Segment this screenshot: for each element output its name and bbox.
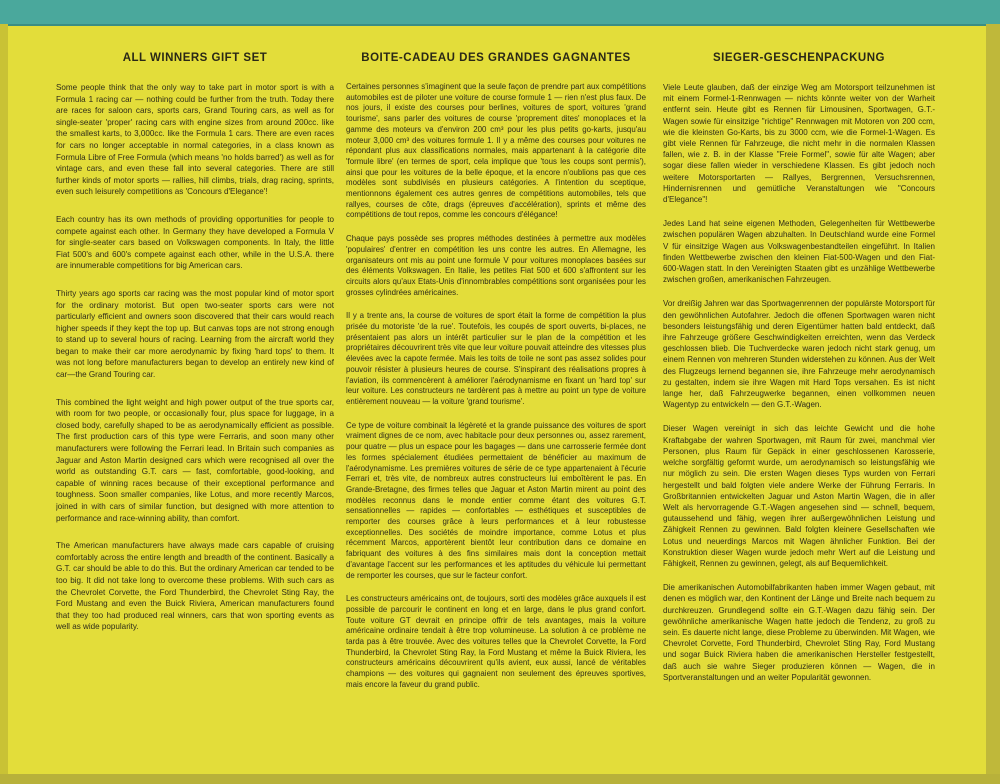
english-paragraph: Thirty years ago sports car racing was the most popular kind of motor sport for the ordinary motorist. But open two-seater sports cars were not particularly efficient and owners soon discovered that their cars would reach higher speeds if they kept the top up. But canvas tops are not strong enough to stand up to several hours of racing. Learning from the aircraft world they began to make their car more aerodynamic by fixing 'hard tops' to them. It was not long before manufacturers began to develop an entirely new kind of car—the Grand Touring car. xyxy=(56,288,334,380)
french-paragraph: Les constructeurs américains ont, de toujours, sorti des modèles grâce auxquels il est possible de parcourir le continent en long et en large, dans le plus grand confort. Toute voiture GT devrait en principe offrir de tels avantages, mais la voiture américaine ordinaire tendait à être trop volumineuse. La solution à ce problème ne tarda pas à être trouvée. Avec des voitures telles que la Chevrolet Corvette, la Ford Thunderbird, la Chevrolet Sting Ray, la Ford Mustang et même la Buick Riviera, les constructeurs américains découvrirent qu'ils avient, eux aussi, lancé de véritables champions — des voitures qui gagnaient non seulement des épreuves sportives, mais encore la faveur du grand public. xyxy=(346,594,646,689)
teal-top-edge xyxy=(0,0,1000,26)
german-paragraph: Dieser Wagen vereinigt in sich das leichte Gewicht und die hohe Kraftabgabe der wahren Sportwagen, mit Raum für zwei, manchmal vier Personen, plus Raum für Gepäck in einer geschlossenen Karosserie, welche sorgfältig geformt wurde, um aerodynamisch so leistungsfähig wie nur möglich zu sein. Die ersten Wagen dieses Typs wurden von Ferrari hergestellt und bald folgten viele andere Werke der Führung Ferraris. In Großbritannien entwickelten Jaguar und Aston Martin Wagen, die in aller Welt als hervorragende G.T.-Wagen angesehen sind — schnell, bequem, gutaussehend und fähig, wegen ihrer außergewöhnlichen Leistung und Zähigkeit Rennen zu gewinnen. Bald folgten kleinere Gesellschaften wie Lotus und neuerdings Marcos mit Wagen ähnlicher Funktion. Bei der Konstruktion dieser Wagen wurde jedoch mehr Wert auf die Leistung und Fähigkeit, Rennen zu gewinnen, gelegt, als auf Bequemlichkeit. xyxy=(663,424,935,568)
english-column xyxy=(56,52,334,770)
german-paragraph: Jedes Land hat seine eigenen Methoden, Gelegenheiten für Wettbewerbe zwischen populären Wagen abzuhalten. In Deutschland wurde eine Formel V für einsitzige Wagen aus Volkswagenbestandteilen eingeführt. In Italien finden Wettbewerbe zwischen den kleinen Fiat-500-Wagen und den Fiat-600-Wagen statt. In den Vereinigten Staaten gibt es unzählige Wettbewerbe zwischen großen, amerikanischen Fahrzeugen. xyxy=(663,219,935,285)
french-column xyxy=(346,52,646,770)
german-paragraph: Vor dreißig Jahren war das Sportwagenrennen der populärste Motorsport für den gewöhnlichen Autofahrer. Jedoch die offenen Sportwagen waren nicht besonders leistungsfähig und deren Eigentümer hatten bald entdeckt, daß ihre Fahrzeuge größere Geschwindigkeiten erreichten, wenn das Verdeck geschlossen blieb. Die Tuchverdecke waren jedoch nicht stark genug, um einem Rennen von mehreren Stunden widerstehen zu können. Aus der Welt des Flugzeugs lernend begannen sie, ihre Fahrzeuge mehr aerodynamisch zu gestalten, indem sie ihre Wagen mit Hard Tops versahen. Es ist nicht lange her, daß Fahrzeugwerke begannen, einen vollkommen neuen Wagentyp zu entwickeln — den G.T.-Wagen. xyxy=(663,299,935,410)
german-title: SIEGER-GESCHENPACKUNG xyxy=(713,52,885,64)
english-paragraph: This combined the light weight and high power output of the true sports car, with room for two people, or occasionally four, plus space for luggage, in a closed body, carefully shaped to be as aerodynamically efficient as possible. The first production cars of this type were Ferraris, and soon many other manufacturers were following the Ferrari lead. In Britain such companies as Jaguar and Aston Martin designed cars which were recognised all over the world as outstanding G.T. cars — fast, comfortable, good-looking, and capable of winning races because of their exceptional performance and toughness. Soon smaller companies, like Lotus, and more recently Marcos, joined in with cars of similar function, but designed with more attention to performance and race-winning ability, than comfort. xyxy=(56,397,334,523)
english-paragraph: Some people think that the only way to take part in motor sport is with a Formula 1 racing car — nothing could be further from the truth. Today there are races for saloon cars, sports cars, Grand Touring cars, as well as for single-seater 'proper' racing cars with engine sizes from around 200cc. like the smallest karts, to 3,000cc. like the Formula 1 cars. There are even races for cars no longer acceptable in normal categories, in a class known as Formula Libre of Free Formula (which means 'no holds barred') as well as for vintage cars, and even these fall into several categories. There are still further kinds of motor sports — rallies, hill climbs, trials, drag racing, sprints, even such leisurely competitions as 'Concours d'Elegance'! xyxy=(56,83,334,197)
left-edge xyxy=(0,24,8,784)
french-paragraph: Chaque pays possède ses propres méthodes destinées à permettre aux modèles 'populaires' d'entrer en compétition les uns contre les autres. En Allemagne, les organisateurs ont mis au point une formule V pour voitures monoplaces basées sur des éléments Volkswagen. En Italie, les petites Fiat 500 et 600 s'affrontent sur les circuits alors qu'aux Etats-Unis d'innombrables compétitions sont organisées pour les grosses cylindrées américaines. xyxy=(346,234,646,297)
french-paragraph: Certaines personnes s'imaginent que la seule façon de prendre part aux compétitions automobiles est de piloter une voiture de course formule 1 — rien n'est plus faux. De nos jours, il existe des courses pour berlines, voitures de sport, voitures 'grand tourisme', sans parler des voitures de course 'proprement dites' monoplaces et la gamme des moteurs va d'environ 200 cm³ pour les plus petits go-karts, jusqu'au moteur 3,000 cm³ des voitures formule 1. Il y a même des courses pour voitures ne répondant plus aux classifications normales, mais appartenant à la catégorie dite 'formule libre' (en termes de sport, cela implique que 'tous les coups sont permis'), ainsi que pour les voitures de la belle époque, et la encore n'oublions pas que ces modèles sont subdivisés en plusieurs catégories. A l'intention du sceptique, mentionnons également ces autres genres de compétitions automobiles, tels que rallyes, courses de côte, drags (épreuves d'accélération), sprints et même des compétitions de tout repos, comme les concours d'élégance! xyxy=(346,82,646,220)
english-paragraph: Each country has its own methods of providing opportunities for people to compete against each other. In Germany they have developed a Formula V for single-seater cars based on Volkswagen components. In Italy, the little Fiat 500's and 600's compete against each other, while in the U.S.A. there are innumerable competitions for big American cars. xyxy=(56,214,334,271)
german-paragraph: Die amerikanischen Automobilfabrikanten haben immer Wagen gebaut, mit denen es möglich war, den Kontinent der Länge und Breite nach bequem zu durchkreuzen. Grundlegend sollte ein G.T.-Wagen dazu fähig sein. Der gewöhnliche amerikanische Wagen hatte jedoch die Tendenz, zu groß zu sein. Es dauerte nicht lange, diese Probleme zu überwinden. Mit Wagen, wie Chevrolet Corvette, Ford Thunderbird, Chevrolet Sting Ray, Ford Mustang und sogar Buick Riviera haben die amerikanischen Hersteller festgestellt, daß auch sie wahre Sieger produzieren können — Wagen, die in Sportveranstaltungen und an weiter Popularität gewonnen. xyxy=(663,583,935,682)
german-paragraph: Viele Leute glauben, daß der einzige Weg am Motorsport teilzunehmen ist mit einem Formel-1-Rennwagen — nichts könnte weiter von der Warheit entfernt sein. Heute gibt es Rennen für Limousinen, Sportwagen, G.T.-Wagen sowie für einsitzige "richtige" Rennwagen mit Motoren von 200 ccm, wie die kleinsten Go-Karts, bis zu 3000 ccm, wie die Formel-1-Wagen. Es gibt viele Rennen für Fahrzeuge, die nicht mehr in die normalen Klassen fallen, wie z. B. in der Klasse "Freie Formel", sowie für alte Wagen; aber sogar diese fallen wieder in verschiedene Klassen. Es gibt jedoch noch weitere Motorsportarten — Rallyes, Bergrennen, Versuchsrennen, Hindernisrennen und gemütliche Veranstaltungen wie "Concours d'Elegance"! xyxy=(663,83,935,205)
english-paragraph: The American manufacturers have always made cars capable of cruising comfortably across the entire length and breadth of the continent. Basically a G.T. car should be able to do this. But the ordinary American car tended to be too big. It did not take long to overcome these problems. With such cars as the Chevrolet Corvette, the Ford Thunderbird, the Chevrolet Sting Ray, the Ford Mustang and even the Buick Riviera, American manufacturers found that they too had produced real winners, cars that won sporting events as well as wide popularity. xyxy=(56,541,334,632)
french-paragraph: Il y a trente ans, la course de voitures de sport était la forme de compétition la plus prisée du motoriste 'de la rue'. Toutefois, les coupés de sport ouverts, bi-places, ne présentaient pas alors un intérêt particulier sur le plan de la compétition et les propriétaires découvrirent très vite que leur voiture pouvait atteindre des vitesses plus élevées avec la capote fermée. Mais les toits de toile ne sont pas assez solides pour pouvoir résister à plusieurs heures de course. S'inspirant des réalisations propres à l'aviation, ils commencèrent à améliorer l'aérodynamisme en fixant un 'hard top' sur leur voiture. Les constructeurs ne tardèrent pas à mettre au point un type de voiture entièrement nouveau — la voiture 'grand tourisme'. xyxy=(346,311,646,406)
french-paragraph: Ce type de voiture combinait la légèreté et la grande puissance des voitures de sport vraiment dignes de ce nom, avec habitacle pour deux personnes ou, assez rarement, pour quatre — plus un espace pour les bagages — dans une carrosserie fermée dont les formes spécialement étudiées permettaient de bénéficier au maximum de l'aérodynamisme. Les premières voitures de série de ce type appartenaient à l'écurie Ferrari et, très vite, de nombreux autres constructeurs lui emboîtèrent le pas. En Grande-Bretagne, des firmes telles que Jaguar et Aston Martin mirent au point des modèles reconnus dans le monde entier comme étant des voitures G.T. sensationnelles — rapides — confortables — esthétiques et susceptibles de remporter des courses grâce à leurs performances et à leur robustesse exceptionnelles. Des sociétés de moindre importance, comme Lotus et plus récemment Marcos, apportèrent bientôt leur contribution dans ce domaine en fabriquant des voitures à des fins similaires mais dont la conception mettait d'avantage l'accent sur les performances et les aptitudes du véhicule lui permettant de remporter les courses, que sur le facteur confort. xyxy=(346,420,646,580)
right-edge xyxy=(986,24,1000,784)
english-title: ALL WINNERS GIFT SET xyxy=(122,52,268,64)
french-title: BOITE-CADEAU DES GRANDES GAGNANTES xyxy=(361,52,631,64)
german-column xyxy=(663,52,935,770)
bottom-edge xyxy=(0,774,1000,784)
